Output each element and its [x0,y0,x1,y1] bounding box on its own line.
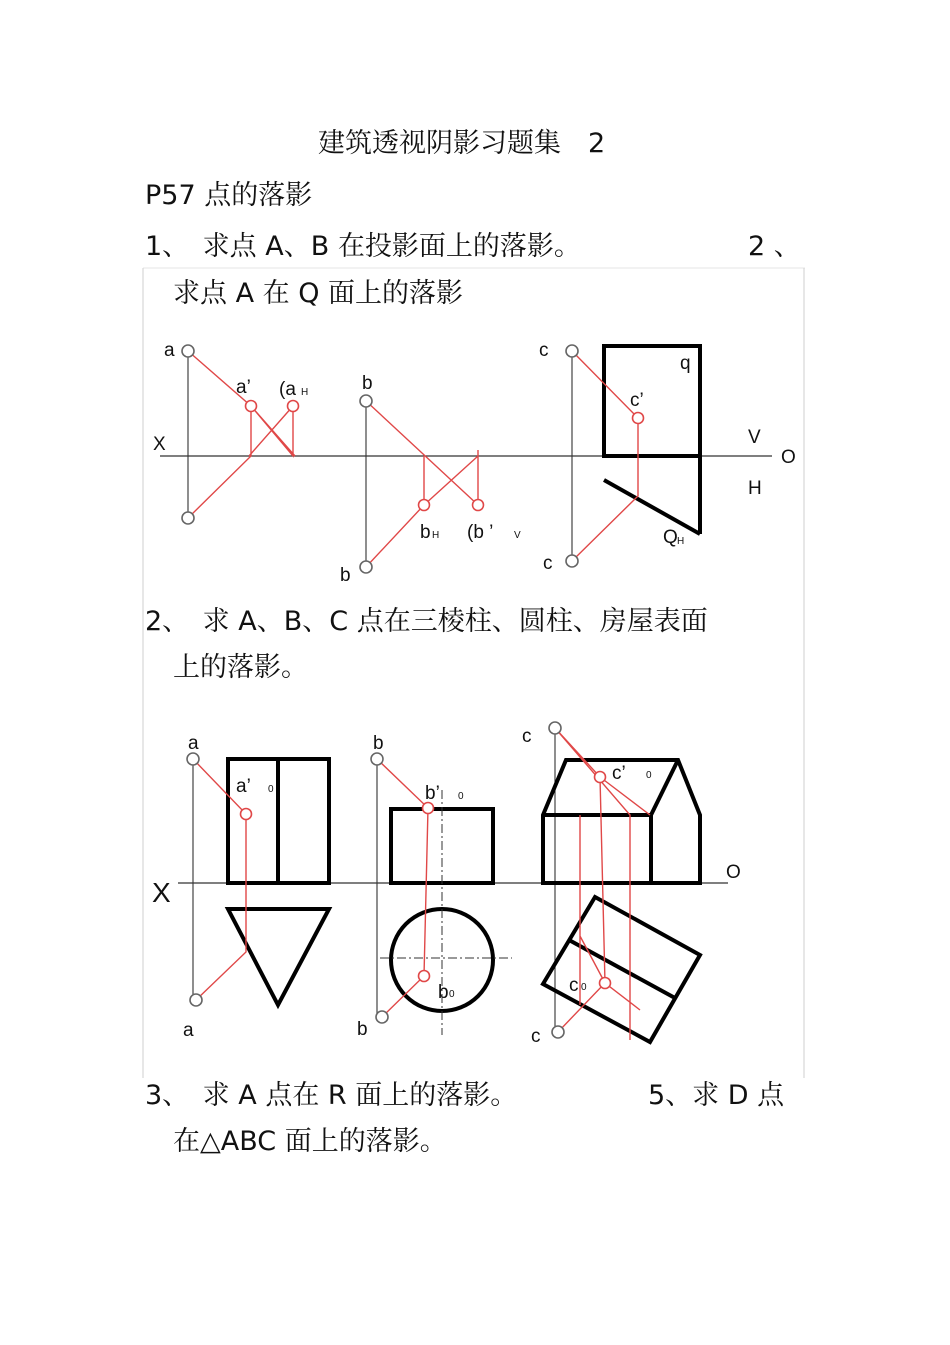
point-a-prime [246,401,257,412]
question-2b-line2: 上的落影。 [173,652,308,683]
label-aH: (a [279,379,296,400]
section-heading: P57 点的落影 [145,180,313,211]
page-title: 建筑透视阴影习题集 2 [318,128,606,159]
label-c-bottom: c [543,553,553,574]
label-b0-sub: 0 [449,989,455,1000]
label-a2-bottom: a [183,1020,194,1041]
label-c0-sub: 0 [581,982,587,993]
point-b-bottom [360,561,372,573]
figure-2 [152,722,741,1047]
point-bH [419,500,430,511]
label-b2-bottom: b [357,1019,368,1040]
label-b-top: b [362,373,373,394]
label-a0: a’ [236,776,251,797]
label-q: q [680,353,691,374]
point-a2-shadow [241,809,252,820]
point-aH [288,401,299,412]
label-X2: X [152,877,171,908]
label-c-top: c [539,340,549,361]
point-c-top [566,345,578,357]
label-b-bottom: b [340,565,351,586]
point-c2-shadow-front [595,772,606,783]
label-a-top: a [164,340,175,361]
label-c0: c [569,975,579,996]
point-a-bottom [182,512,194,524]
question-1-line1: 1、 求点 A、B 在投影面上的落影。 [145,231,581,262]
label-O2: O [726,862,741,883]
question-3-line1: 3、 求 A 点在 R 面上的落影。 [145,1080,518,1111]
question-5-text: 在△ABC 面上的落影。 [173,1126,447,1157]
label-a2-top: a [188,733,199,754]
point-b-top [360,395,372,407]
point-b2-top [371,753,383,765]
label-H: H [748,478,762,499]
point-b2-shadow-top [419,971,430,982]
point-c2-shadow-top [600,978,611,989]
point-c2-top [549,722,561,734]
label-bV: (b ’ [467,522,494,543]
question-2-number: 2 、 [748,231,801,262]
figure-1 [153,340,796,586]
point-bV [473,500,484,511]
point-b2-bottom [376,1011,388,1023]
point-a2-bottom [190,994,202,1006]
point-a-top [182,345,194,357]
point-b2-shadow-front [423,803,434,814]
label-c2-bottom: c [531,1026,541,1047]
question-2b-line1: 2、 求 A、B、C 点在三棱柱、圆柱、房屋表面 [145,606,708,637]
question-5-number: 5、求 D 点 [648,1080,785,1111]
label-a-prime: a’ [236,377,251,398]
label-bH-sub: H [432,530,440,541]
label-b2-top: b [373,733,384,754]
point-c-prime [633,413,644,424]
label-c2-top: c [522,726,532,747]
label-bH: b [420,522,431,543]
label-c-prime: c’ [630,390,644,411]
label-b0-prime: b’ [425,783,440,804]
label-b0: b [438,982,449,1003]
point-a2-top [187,753,199,765]
label-Q: Q [663,527,678,548]
label-c0-prime-sub: 0 [646,770,652,781]
house-roof-edge [651,760,678,815]
label-b0-prime-sub: 0 [458,791,464,802]
label-c0-prime: c’ [612,763,626,784]
point-c2-bottom [552,1026,564,1038]
plane-Q-trace [604,480,700,534]
label-O: O [781,447,796,468]
point-c-bottom [566,555,578,567]
label-bV-sub: V [514,530,521,541]
label-V: V [748,427,761,448]
label-a0-sub: 0 [268,784,274,795]
label-X: X [153,434,166,455]
prism-top-view [228,909,329,1005]
label-Q-sub: H [677,536,685,547]
question-2-text: 求点 A 在 Q 面上的落影 [173,278,464,309]
label-aH-sub: H [301,387,309,398]
